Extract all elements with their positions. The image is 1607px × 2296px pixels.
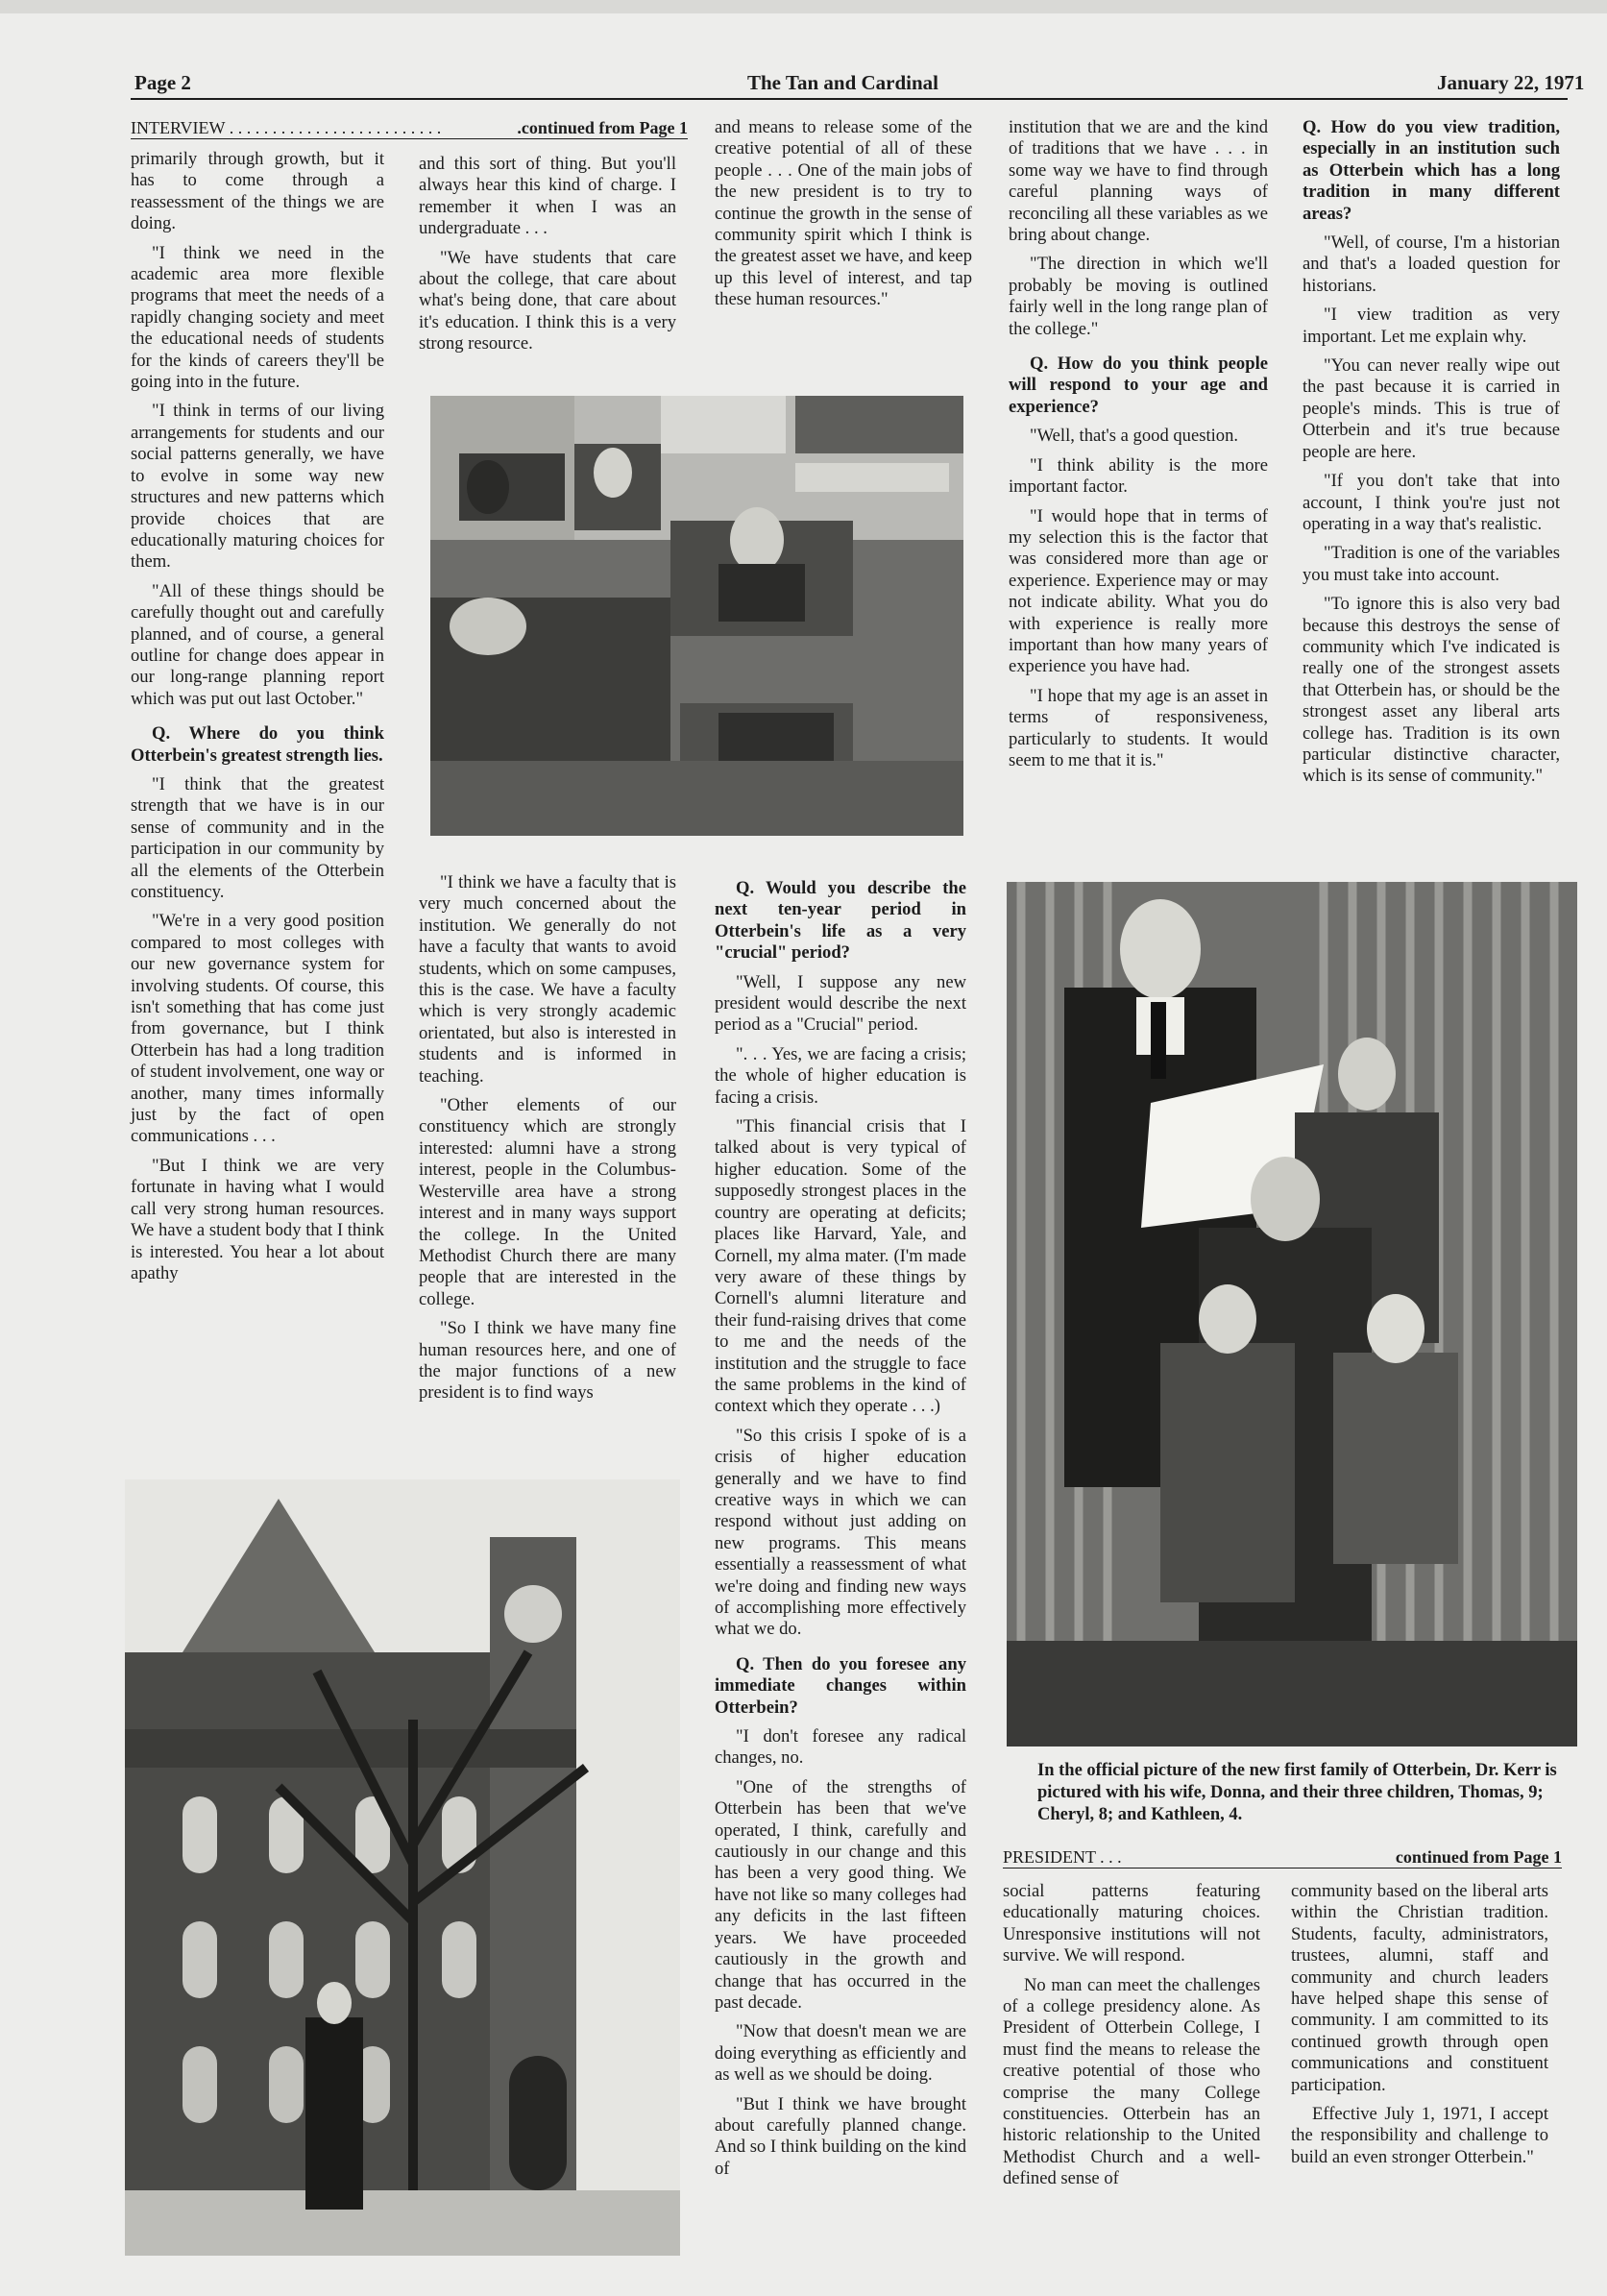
paragraph: "So this crisis I spoke of is a crisis of higher education generally and we have to find creative ways in which we can respond without just adding on new programs. This means essentially a reassessment of what we're doing and finding new ways of accomplishing more effectively what we do. bbox=[715, 1425, 966, 1640]
interview-continued-bar bbox=[131, 117, 688, 139]
paragraph: Effective July 1, 1971, I accept the responsibility and challenge to build an even stronger Otterbein." bbox=[1291, 2104, 1548, 2167]
president-col-2 bbox=[1291, 1881, 1548, 2176]
question-heading: Q. Would you describe the next ten-year period in Otterbein's life as a very "crucial" period? bbox=[715, 878, 966, 964]
paragraph: ". . . Yes, we are facing a crisis; the whole of higher education is facing a crisis. bbox=[715, 1043, 966, 1108]
paragraph: "Now that doesn't mean we are doing everything as efficiently and as well as we should be doing. bbox=[715, 2021, 966, 2086]
paragraph: "I think we have a faculty that is very much concerned about the institution. We generally do not have a faculty that wants to avoid students, which on some campuses, this is the case. We have a faculty which is very strongly academic orientated, but also is interested in students and is informed in teaching. bbox=[419, 872, 676, 1087]
paragraph: "All of these things should be carefully thought out and carefully planned, and of course, a general outline for change does appear in our long-range planning report which was put out last October." bbox=[131, 580, 384, 709]
paragraph: "I think ability is the more important factor. bbox=[1009, 454, 1268, 498]
paragraph: "One of the strengths of Otterbein has been that we've operated, I think, carefully and cautiously in our change and this has been a very good thing. We have not like so many colleges had any deficits in the last fifteen years. We have proceeded cautiously in the growth and change that has occurred in the past decade. bbox=[715, 1776, 966, 2013]
paragraph: "Other elements of our constituency which are strongly interested: alumni have a strong interest, people in the Columbus-Westerville area have a strong interest and in many ways support the college. In the United Methodist Church there are many people that are interested in the college. bbox=[419, 1095, 676, 1309]
section-label-interview: INTERVIEW . . . . . . . . . . . . . . . . . . . . . . . . . bbox=[131, 118, 442, 137]
paragraph: and this sort of thing. But you'll always hear this kind of charge. I remember it when I was an undergraduate . . . bbox=[419, 154, 676, 239]
paragraph: "The direction in which we'll probably be moving is outlined fairly well in the long range plan of the college." bbox=[1009, 254, 1268, 339]
page-number: Page 2 bbox=[134, 71, 191, 94]
paragraph: "I think that the greatest strength that we have is in our sense of community and in the participation in our community by all the elements of the Otterbein constituency. bbox=[131, 773, 384, 902]
article-col-2-top bbox=[419, 154, 676, 363]
paragraph: "To ignore this is also very bad because this destroys the sense of community which I've indicated is really one of the strongest assets that Otterbein has, or should be the strongest asset any liberal arts college has. Tradition is its own particular distinctive character, which is its sense of community." bbox=[1303, 594, 1560, 787]
paragraph: "You can never really wipe out the past because it is carried in people's minds. This is true of Otterbein and it's true because people are here. bbox=[1303, 355, 1560, 462]
president-col-1 bbox=[1003, 1881, 1260, 2198]
header-rule bbox=[131, 98, 1568, 100]
paragraph: "I don't foresee any radical changes, no. bbox=[715, 1726, 966, 1769]
question-heading: Q. Where do you think Otterbein's greatest strength lies. bbox=[131, 723, 384, 766]
paragraph: "Well, of course, I'm a historian and that's a loaded question for historians. bbox=[1303, 232, 1560, 296]
article-col-3-top bbox=[715, 117, 972, 319]
paragraph: "Well, that's a good question. bbox=[1030, 426, 1239, 447]
president-continued-bar bbox=[1003, 1846, 1562, 1869]
lounge-photo bbox=[430, 396, 963, 836]
paragraph: social patterns featuring educationally maturing choices. Unresponsive institutions will not survive. We will respond. bbox=[1003, 1881, 1260, 1966]
article-col-5 bbox=[1303, 117, 1560, 795]
paragraph: "But I think we are very fortunate in having what I would call very strong human resources. We have a student body that I think is interested. You hear a lot about apathy bbox=[131, 1155, 384, 1283]
paragraph: "I would hope that in terms of my selection this is the factor that was considered more than age or experience. Experience may or may not indicate ability. What you do with experience is really more important than how many years of experience you have had. bbox=[1009, 505, 1268, 677]
photo-caption: In the official picture of the new first family of Otterbein, Dr. Kerr is pictured with his wife, Donna, and their three children, Thomas, 9; Cheryl, 8; and Kathleen, 4. bbox=[1037, 1761, 1557, 1824]
continued-note: .continued from Page 1 bbox=[517, 118, 688, 137]
scan-edge bbox=[0, 0, 1607, 13]
paragraph: primarily through growth, but it has to come through a reassessment of the things we are doing. bbox=[131, 149, 384, 234]
paragraph: "I hope that my age is an asset in terms of responsiveness, particularly to students. It would seem to me that it is." bbox=[1009, 685, 1268, 770]
paragraph: and means to release some of the creative potential of all of these people . . . One of the main jobs of the new president is to try to continue the growth in the sense of community spirit which I think is the greatest asset we have, and keep up this level of interest, and tap these human resources." bbox=[715, 117, 972, 310]
issue-date: January 22, 1971 bbox=[1437, 71, 1585, 94]
paragraph: "I think we need in the academic area more flexible programs that meet the needs of a rapidly changing society and meet the educational needs of students for the kinds of careers they'll be going into in the future. bbox=[131, 242, 384, 393]
paragraph: "But I think we have brought about carefully planned change. And so I think building on the kind of bbox=[715, 2093, 966, 2179]
continued-note: continued from Page 1 bbox=[1395, 1847, 1562, 1867]
paragraph: institution that we are and the kind of traditions that we have . . . in some way we have to find through careful planning ways of reconciling all these variables as we bring about change. bbox=[1009, 117, 1268, 246]
paragraph: "So I think we have many fine human resources here, and one of the major functions of a new president is to find ways bbox=[419, 1318, 676, 1404]
article-col-3-bottom bbox=[715, 865, 966, 2187]
question-heading: Q. How do you view tradition, especially in an institution such as Otterbein which has a long tradition in many different areas? bbox=[1303, 117, 1560, 224]
paragraph: "Tradition is one of the variables you must take into account. bbox=[1303, 543, 1560, 585]
paragraph: "I think in terms of our living arrangements for students and our social patterns generally, we have to evolve in some way new structures and new patterns which provide choices that are educationally maturing choices for them. bbox=[131, 401, 384, 573]
president-continuation bbox=[1003, 1846, 1562, 1878]
section-label-president: PRESIDENT . . . bbox=[1003, 1847, 1122, 1867]
family-portrait-photo bbox=[1007, 882, 1577, 1746]
question-heading: Q. Then do you foresee any immediate changes within Otterbein? bbox=[715, 1653, 966, 1718]
campus-building-photo bbox=[125, 1479, 680, 2256]
paragraph: community based on the liberal arts within the Christian tradition. Students, faculty, administrators, trustees, alumni, staff and community and church leaders have helped shape this sense of community. I am committed to its continued growth through open communications and constituent participation. bbox=[1291, 1881, 1548, 2095]
article-col-2-bottom bbox=[419, 872, 676, 1412]
paragraph: "If you don't take that into account, I think you're just not operating in a way that's realistic. bbox=[1303, 471, 1560, 534]
paragraph: "Well, I suppose any new president would describe the next period as a "Crucial" period. bbox=[715, 971, 966, 1036]
question-heading: Q. How do you think people will respond to your age and experience? bbox=[1009, 354, 1268, 417]
paragraph: "We have students that care about the college, that care about what's being done, that care about it's education. I think this is a very strong resource. bbox=[419, 247, 676, 354]
paragraph: "We're in a very good position compared to most colleges with our new governance system for involving students. Of course, this isn't something that has come just from governance, but I think Otterbein has had a long tradition of student involvement, one way or another, many times informally just by the fact of open communications . . . bbox=[131, 911, 384, 1147]
paragraph: "This financial crisis that I talked about is very typical of higher education. Some of the supposedly strongest places in the country are operating at deficits; places like Harvard, Yale, and Cornell, my alma mater. (I'm made very aware of these things by Cornell's alumni literature and their fund-raising drives that come to me and the needs of the institution and the struggle to face the same problems in the kind of context which they operate . . .) bbox=[715, 1116, 966, 1417]
masthead-title: The Tan and Cardinal bbox=[747, 71, 939, 94]
paragraph: No man can meet the challenges of a college presidency alone. As President of Otterbein College, I must find the means to release the creative potential of those who comprise the many College constituencies. Otterbein has an historic relationship to the United Methodist Church and a well-defined sense of bbox=[1003, 1974, 1260, 2189]
article-col-4 bbox=[1009, 117, 1268, 779]
paragraph: "I view tradition as very important. Let me explain why. bbox=[1303, 305, 1560, 347]
